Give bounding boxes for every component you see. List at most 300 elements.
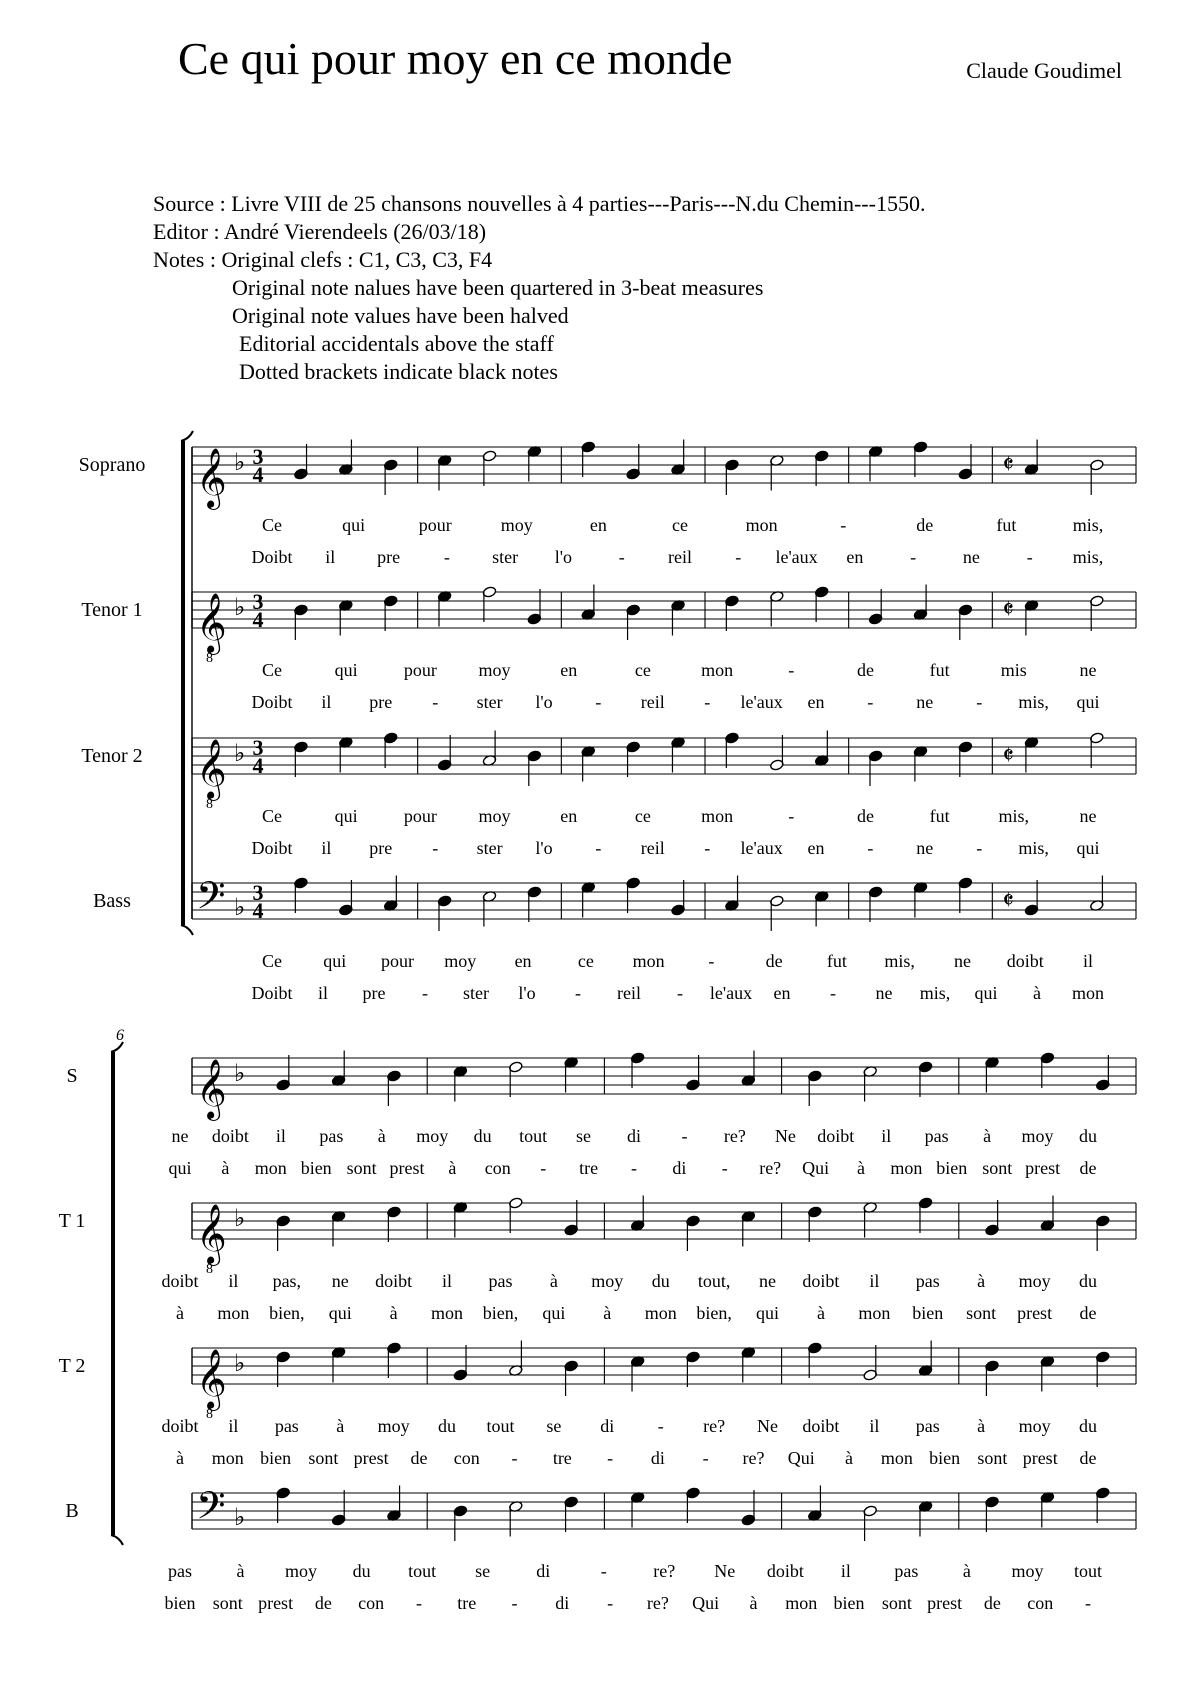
lyric-verse-2: prest — [389, 1158, 425, 1178]
lyric-verse-2: qui — [168, 1158, 192, 1178]
lyric-verse-1: qui — [334, 660, 358, 680]
lyric-verse-1: se — [475, 1561, 491, 1581]
lyric-verse-1: doibt — [161, 1416, 199, 1436]
source-line: Source : Livre VIII de 25 chansons nouvelles à 4 parties---Paris---N.du Chemin---1550. — [153, 191, 926, 216]
lyric-verse-2: l'o — [535, 692, 553, 712]
lyric-verse-1: mis, — [1072, 515, 1104, 535]
lyric-verse-2: Doibt — [251, 983, 293, 1003]
lyric-verse-2: - — [595, 838, 602, 858]
lyric-verse-1: moy — [500, 515, 533, 535]
lyric-verse-2: qui — [328, 1303, 352, 1323]
lyric-verse-2: mon — [644, 1303, 677, 1323]
lyric-verse-2: sont — [881, 1593, 912, 1613]
system-bracket-top — [181, 431, 193, 441]
lyric-verse-2: l'o — [554, 547, 573, 567]
lyric-verse-2: - — [607, 1593, 614, 1613]
lyric-verse-2: bien — [300, 1158, 332, 1178]
lyric-verse-2: à — [1033, 983, 1041, 1003]
lyric-verse-1: ce — [634, 806, 651, 826]
lyric-verse-2: l'o — [535, 838, 553, 858]
treble-clef: 𝄞 — [196, 1351, 227, 1408]
flat-key-signature: ♭ — [234, 1351, 246, 1377]
lyric-verse-1: il — [881, 1126, 892, 1146]
lyric-verse-1: moy — [377, 1416, 410, 1436]
lyric-verse-1: de — [856, 660, 874, 680]
lyric-verse-2: qui — [974, 983, 998, 1003]
lyric-verse-1: du — [651, 1271, 670, 1291]
lyric-verse-2: - — [511, 1593, 518, 1613]
lyric-verse-2: - — [677, 983, 683, 1003]
lyric-verse-2: pre — [369, 838, 393, 858]
staff-tenor1 — [192, 585, 1136, 667]
lyric-verse-2: - — [432, 692, 439, 712]
lyric-verse-2: ster — [463, 983, 489, 1003]
lyric-verse-2: prest — [258, 1593, 294, 1613]
lyric-verse-2: en — [807, 692, 825, 712]
lyric-verse-2: à — [749, 1593, 758, 1613]
page-title: Ce qui pour moy en ce monde — [178, 33, 733, 84]
lyric-verse-1: pas — [924, 1126, 949, 1146]
lyric-verse-2: mis, — [1018, 692, 1049, 712]
lyric-verse-1: - — [708, 951, 715, 971]
lyric-verse-2: mon — [890, 1158, 923, 1178]
lyric-verse-1: pour — [418, 515, 452, 535]
lyric-verse-1: il — [840, 1561, 851, 1581]
time-signature-top: 3 — [252, 444, 264, 469]
lyric-verse-1: il — [442, 1271, 453, 1291]
lyric-verse-1: di — [536, 1561, 551, 1581]
treble-clef: 𝄞 — [196, 741, 227, 798]
lyric-verse-1: tout — [486, 1416, 515, 1436]
lyric-verse-1: pas — [488, 1271, 513, 1291]
lyric-verse-2: reil — [668, 547, 692, 567]
lyric-verse-1: moy — [1021, 1126, 1054, 1146]
lyric-verse-2: à — [448, 1158, 457, 1178]
lyric-verse-1: - — [600, 1561, 607, 1581]
lyric-verse-2: prest — [353, 1448, 389, 1468]
bass-clef: 𝄢 — [196, 875, 226, 926]
voice-label-soprano: Soprano — [78, 454, 146, 476]
lyric-verse-2: sont — [977, 1448, 1008, 1468]
lyric-verse-2: - — [432, 838, 439, 858]
lyric-verse-1: Ce — [262, 660, 282, 680]
lyric-verse-1: en — [589, 515, 607, 535]
lyric-verse-1: pas, — [272, 1271, 302, 1291]
lyric-verse-1: à — [236, 1561, 245, 1581]
lyric-verse-1: doibt — [817, 1126, 855, 1146]
lyric-verse-2: - — [830, 983, 836, 1003]
lyric-verse-1: pour — [403, 660, 437, 680]
time-signature-bottom: 4 — [252, 753, 264, 778]
lyric-verse-2: reil — [640, 692, 665, 712]
lyric-verse-2: pre — [377, 547, 401, 567]
lyric-verse-2: pre — [362, 983, 386, 1003]
lyric-verse-2: - — [702, 1448, 709, 1468]
measure-number: 6 — [116, 1027, 124, 1044]
lyric-verse-2: à — [176, 1448, 184, 1468]
composer-name: Claude Goudimel — [966, 58, 1122, 83]
lyric-verse-1: mis — [1000, 660, 1027, 680]
lyric-verse-2: Doibt — [251, 838, 293, 858]
lyric-verse-1: qui — [323, 951, 347, 971]
lyric-verse-2: tre — [552, 1448, 572, 1468]
lyric-verse-2: di — [672, 1158, 687, 1178]
lyric-verse-1: - — [681, 1126, 688, 1146]
lyric-verse-1: Ne — [714, 1561, 736, 1581]
lyric-verse-1: moy — [1018, 1416, 1051, 1436]
lyric-verse-2: con — [1027, 1593, 1054, 1613]
lyric-verse-1: ne — [171, 1126, 189, 1146]
lyric-verse-2: prest — [1017, 1303, 1053, 1323]
flat-key-signature: ♭ — [234, 895, 246, 921]
lyric-verse-2: ne — [875, 983, 893, 1003]
lyric-verse-2: - — [618, 547, 625, 567]
lyric-verse-1: à — [977, 1271, 986, 1291]
lyric-verse-1: il — [869, 1271, 880, 1291]
lyric-verse-2: prest — [1022, 1448, 1058, 1468]
treble-clef: 𝄞 — [196, 450, 227, 507]
lyric-verse-2: tre — [457, 1593, 477, 1613]
octave-eight-marker: 8 — [206, 797, 213, 812]
voice-label-bass: Bass — [93, 890, 131, 912]
lyric-verse-2: re? — [742, 1448, 765, 1468]
lyric-verse-1: mis, — [998, 806, 1030, 826]
lyric-verse-2: - — [511, 1448, 518, 1468]
lyric-verse-2: de — [1079, 1303, 1097, 1323]
lyric-verse-1: pas — [915, 1271, 940, 1291]
lyric-verse-1: ce — [634, 660, 651, 680]
lyric-verse-2: Qui — [787, 1448, 815, 1468]
time-signature-bottom: 4 — [252, 898, 264, 923]
cut-time-symbol: 𝄵 — [1002, 741, 1014, 770]
lyric-verse-1: se — [546, 1416, 562, 1436]
lyric-verse-1: mis, — [884, 951, 915, 971]
lyric-verse-1: mon — [701, 806, 734, 826]
lyric-verse-2: - — [443, 547, 450, 567]
lyric-verse-2: bien — [260, 1448, 292, 1468]
system-bracket-bottom — [111, 1535, 123, 1545]
lyric-verse-2: mis, — [1072, 547, 1104, 567]
voice-label-bass: B — [65, 1500, 79, 1522]
lyric-verse-2: bien — [936, 1158, 968, 1178]
lyric-verse-1: à — [962, 1561, 971, 1581]
lyric-verse-2: à — [176, 1303, 184, 1323]
lyric-verse-2: le'aux — [775, 547, 818, 567]
lyric-verse-1: du — [438, 1416, 457, 1436]
lyric-verse-1: ne — [759, 1271, 777, 1291]
lyric-verse-2: Qui — [802, 1158, 830, 1178]
lyric-verse-1: il — [869, 1416, 880, 1436]
lyric-verse-2: mis, — [1018, 838, 1049, 858]
lyric-verse-1: mon — [701, 660, 734, 680]
lyric-verse-2: mon — [254, 1158, 287, 1178]
lyric-verse-2: à — [389, 1303, 398, 1323]
lyric-verse-2: re? — [646, 1593, 669, 1613]
voice-label-tenor1: T 1 — [58, 1210, 86, 1232]
time-signature-top: 3 — [252, 880, 264, 905]
lyric-verse-2: Doibt — [251, 692, 293, 712]
lyric-verse-1: ne — [953, 951, 971, 971]
lyric-verse-1: du — [1079, 1126, 1097, 1146]
lyric-verse-1: doibt — [211, 1126, 249, 1146]
lyric-verse-2: il — [321, 838, 332, 858]
lyric-verse-2: - — [575, 983, 581, 1003]
lyric-verse-1: tout, — [697, 1271, 731, 1291]
lyric-verse-2: mis, — [919, 983, 951, 1003]
flat-key-signature: ♭ — [234, 595, 246, 621]
lyric-verse-2: à — [857, 1158, 865, 1178]
lyric-verse-2: mon — [858, 1303, 891, 1323]
voice-label-tenor2: T 2 — [58, 1355, 86, 1377]
lyric-verse-2: de — [410, 1448, 428, 1468]
lyric-verse-2: mon — [211, 1448, 244, 1468]
lyric-verse-1: - — [840, 515, 847, 535]
lyric-verse-2: - — [415, 1593, 422, 1613]
lyric-verse-1: pas — [915, 1416, 940, 1436]
voice-label-soprano: S — [66, 1065, 78, 1087]
lyric-verse-1: - — [788, 660, 795, 680]
lyric-verse-1: - — [788, 806, 795, 826]
lyric-verse-2: de — [983, 1593, 1001, 1613]
staff-tenor1 — [192, 1196, 1136, 1278]
lyric-verse-1: ne — [331, 1271, 349, 1291]
lyric-verse-1: pas — [168, 1561, 192, 1581]
lyric-verse-1: moy — [591, 1271, 624, 1291]
lyric-verse-2: Doibt — [251, 547, 293, 567]
treble-clef: 𝄞 — [196, 1206, 227, 1263]
lyric-verse-1: doibt — [375, 1271, 413, 1291]
lyric-verse-1: Ce — [262, 806, 282, 826]
lyric-verse-2: il — [317, 983, 329, 1003]
lyric-verse-1: il — [228, 1271, 239, 1291]
lyric-verse-2: de — [1079, 1158, 1097, 1178]
lyric-verse-1: tout — [519, 1126, 548, 1146]
lyric-verse-2: bien, — [269, 1303, 305, 1323]
staff-bass — [192, 1485, 1136, 1541]
lyric-verse-2: qui — [756, 1303, 780, 1323]
lyric-verse-1: tout — [408, 1561, 437, 1581]
lyric-verse-1: di — [600, 1416, 615, 1436]
lyric-verse-1: ce — [672, 515, 688, 535]
lyric-verse-1: moy — [444, 951, 477, 971]
lyric-verse-2: ne — [916, 692, 934, 712]
lyric-verse-2: qui — [542, 1303, 566, 1323]
lyric-verse-2: - — [1085, 1593, 1091, 1613]
lyric-verse-2: - — [631, 1158, 637, 1178]
lyric-verse-1: fut — [996, 515, 1017, 535]
flat-key-signature: ♭ — [234, 741, 246, 767]
lyric-verse-2: - — [867, 692, 874, 712]
lyric-verse-2: qui — [1076, 838, 1100, 858]
lyric-verse-1: il — [1082, 951, 1094, 971]
lyric-verse-1: du — [352, 1561, 371, 1581]
lyric-verse-2: - — [704, 838, 711, 858]
staff-bass — [192, 875, 1136, 931]
lyric-verse-1: moy — [416, 1126, 449, 1146]
lyric-verse-2: bien — [912, 1303, 944, 1323]
lyric-verse-1: tout — [1073, 1561, 1103, 1581]
lyric-verse-1: du — [1079, 1271, 1097, 1291]
lyric-verse-1: à — [983, 1126, 992, 1146]
lyric-verse-1: mon — [745, 515, 778, 535]
lyric-verse-1: il — [275, 1126, 286, 1146]
lyric-verse-2: - — [704, 692, 711, 712]
lyric-verse-1: mon — [632, 951, 665, 971]
flat-key-signature: ♭ — [234, 1061, 246, 1087]
lyric-verse-2: prest — [927, 1593, 963, 1613]
bass-clef: 𝄢 — [196, 1485, 226, 1536]
lyric-verse-1: ne — [1079, 806, 1097, 826]
lyric-verse-2: - — [540, 1158, 547, 1178]
lyric-verse-1: - — [657, 1416, 664, 1436]
octave-eight-marker: 8 — [206, 1407, 213, 1422]
lyric-verse-2: le'aux — [709, 983, 753, 1003]
lyric-verse-2: le'aux — [740, 692, 783, 712]
octave-eight-marker: 8 — [206, 1262, 213, 1277]
lyric-verse-2: bien — [929, 1448, 961, 1468]
flat-key-signature: ♭ — [234, 1505, 246, 1531]
lyric-verse-1: di — [626, 1126, 642, 1146]
lyric-verse-1: fut — [929, 660, 950, 680]
octave-eight-marker: 8 — [206, 651, 213, 666]
lyric-verse-2: con — [358, 1593, 385, 1613]
lyric-verse-1: doibt — [766, 1561, 804, 1581]
lyric-verse-2: re? — [759, 1158, 782, 1178]
treble-clef: 𝄞 — [196, 595, 227, 652]
lyric-verse-1: doibt — [1006, 951, 1044, 971]
lyric-verse-1: qui — [334, 806, 358, 826]
lyric-verse-1: en — [514, 951, 532, 971]
lyric-verse-2: ne — [916, 838, 934, 858]
lyric-verse-2: l'o — [518, 983, 536, 1003]
time-signature-top: 3 — [252, 589, 264, 614]
lyric-verse-1: à — [336, 1416, 345, 1436]
lyric-verse-1: pour — [381, 951, 415, 971]
editor-line: Editor : André Vierendeels (26/03/18) — [153, 219, 487, 244]
lyric-verse-2: bien — [164, 1593, 196, 1613]
cut-time-symbol: 𝄵 — [1002, 595, 1014, 624]
dotted-brackets-line: Dotted brackets indicate black notes — [239, 359, 558, 384]
staff-tenor2 — [192, 731, 1136, 813]
lyric-verse-1: de — [916, 515, 934, 535]
lyric-verse-2: il — [325, 547, 336, 567]
staff-soprano — [192, 440, 1136, 511]
lyric-verse-1: pas — [274, 1416, 299, 1436]
lyric-verse-2: mon — [880, 1448, 913, 1468]
lyric-verse-2: tre — [579, 1158, 599, 1178]
lyric-verse-1: de — [856, 806, 874, 826]
lyric-verse-2: mon — [431, 1303, 464, 1323]
lyric-verse-2: sont — [982, 1158, 1013, 1178]
staff-soprano — [192, 1051, 1136, 1122]
lyric-verse-2: il — [321, 692, 332, 712]
lyric-verse-2: ster — [492, 547, 519, 567]
lyric-verse-2: qui — [1076, 692, 1100, 712]
lyric-verse-2: bien — [833, 1593, 865, 1613]
lyric-verse-2: de — [314, 1593, 332, 1613]
lyric-verse-2: à — [221, 1158, 230, 1178]
treble-clef: 𝄞 — [196, 1061, 227, 1118]
lyric-verse-1: ne — [1079, 660, 1097, 680]
time-signature-bottom: 4 — [252, 607, 264, 632]
cut-time-symbol: 𝄵 — [1002, 886, 1014, 915]
lyric-verse-2: reil — [640, 838, 665, 858]
lyric-verse-2: de — [1079, 1448, 1097, 1468]
lyric-verse-2: con — [484, 1158, 511, 1178]
lyric-verse-2: con — [453, 1448, 480, 1468]
lyric-verse-2: ne — [962, 547, 980, 567]
lyric-verse-1: moy — [1018, 1271, 1051, 1291]
flat-key-signature: ♭ — [234, 450, 246, 476]
lyric-verse-2: en — [807, 838, 825, 858]
lyric-verse-1: re? — [723, 1126, 746, 1146]
lyric-verse-2: en — [846, 547, 864, 567]
lyric-verse-1: du — [1079, 1416, 1097, 1436]
note-values-quartered-line: Original note nalues have been quartered in 3-beat measures — [232, 275, 764, 300]
lyric-verse-2: prest — [1025, 1158, 1061, 1178]
lyric-verse-1: il — [228, 1416, 239, 1436]
lyric-verse-1: qui — [342, 515, 366, 535]
lyric-verse-2: sont — [966, 1303, 997, 1323]
lyric-verse-1: Ne — [774, 1126, 796, 1146]
lyric-verse-2: - — [976, 838, 983, 858]
lyric-verse-2: - — [595, 692, 602, 712]
lyric-verse-2: ster — [476, 692, 503, 712]
lyric-verse-1: en — [560, 806, 578, 826]
note-values-halved-line: Original note values have been halved — [232, 303, 569, 328]
flat-key-signature: ♭ — [234, 1206, 246, 1232]
lyric-verse-2: sont — [346, 1158, 377, 1178]
time-signature-top: 3 — [252, 735, 264, 760]
lyric-verse-1: pour — [403, 806, 437, 826]
lyric-verse-1: en — [560, 660, 578, 680]
lyric-verse-1: fut — [929, 806, 950, 826]
lyric-verse-1: pas — [319, 1126, 344, 1146]
lyric-verse-1: moy — [478, 660, 511, 680]
lyric-verse-2: - — [867, 838, 874, 858]
lyric-verse-1: à — [977, 1416, 986, 1436]
lyric-verse-1: Ce — [262, 515, 282, 535]
lyric-verse-1: moy — [285, 1561, 318, 1581]
lyric-verse-2: pre — [369, 692, 393, 712]
lyric-verse-2: - — [607, 1448, 614, 1468]
lyric-verse-1: moy — [478, 806, 511, 826]
lyric-verse-1: à — [549, 1271, 558, 1291]
lyric-verse-2: bien, — [696, 1303, 732, 1323]
system-bracket-bottom — [181, 925, 193, 935]
lyric-verse-1: doibt — [802, 1416, 840, 1436]
cut-time-symbol: 𝄵 — [1002, 450, 1014, 479]
clefs-line: Notes : Original clefs : C1, C3, C3, F4 — [153, 247, 493, 272]
staff-tenor2 — [192, 1341, 1136, 1423]
lyric-verse-1: Ce — [262, 951, 282, 971]
lyric-verse-1: doibt — [161, 1271, 199, 1291]
lyric-verse-1: doibt — [802, 1271, 840, 1291]
voice-label-tenor1: Tenor 1 — [81, 599, 143, 621]
voice-label-tenor2: Tenor 2 — [81, 745, 143, 767]
lyric-verse-2: - — [422, 983, 428, 1003]
lyric-verse-1: de — [765, 951, 783, 971]
lyric-verse-2: mon — [217, 1303, 250, 1323]
time-signature-bottom: 4 — [252, 462, 264, 487]
lyric-verse-2: à — [845, 1448, 854, 1468]
lyric-verse-1: re? — [703, 1416, 726, 1436]
lyric-verse-2: di — [555, 1593, 570, 1613]
lyric-verse-1: ce — [577, 951, 594, 971]
lyric-verse-1: re? — [653, 1561, 676, 1581]
editorial-accidentals-line: Editorial accidentals above the staff — [239, 331, 554, 356]
lyric-verse-2: - — [910, 547, 917, 567]
